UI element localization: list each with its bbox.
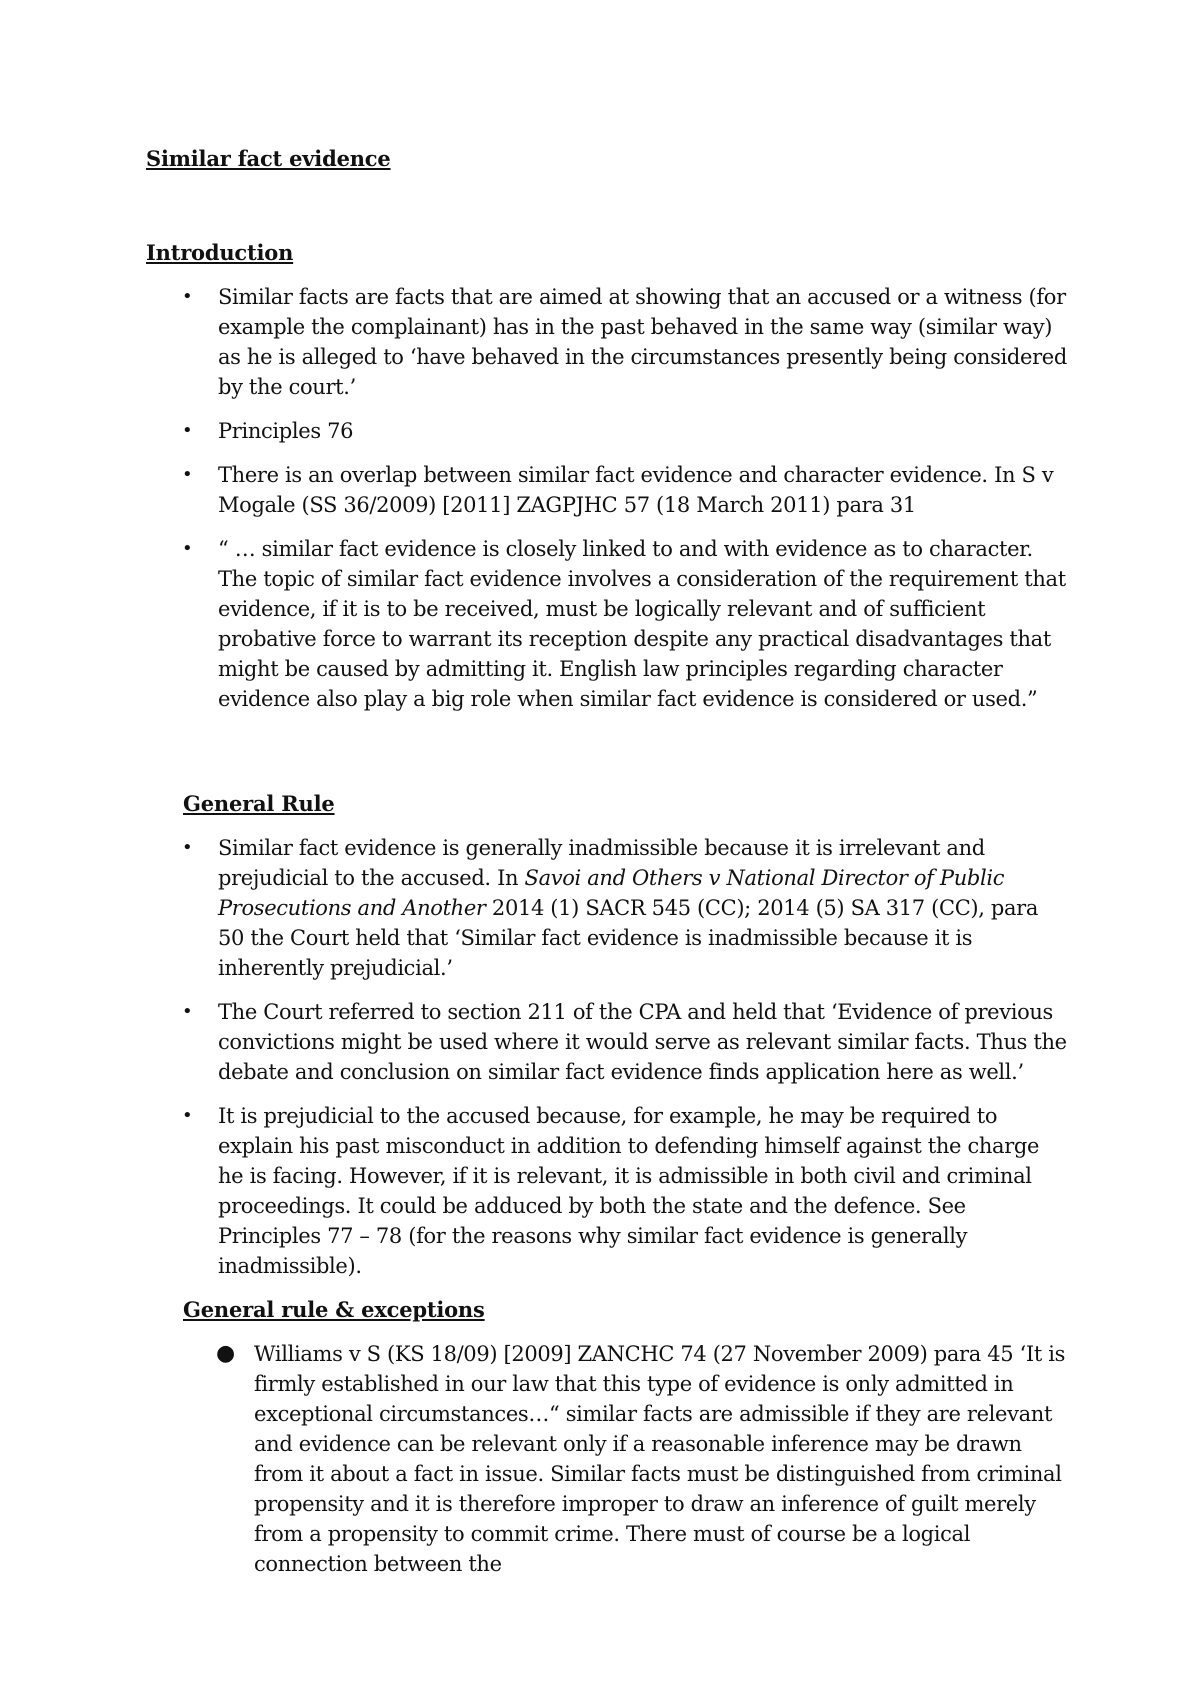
bullet-icon: •: [182, 420, 193, 441]
section-heading-exceptions: General rule & exceptions: [183, 1297, 485, 1322]
bullet-icon: •: [182, 1001, 193, 1022]
list-item: [182, 416, 1068, 446]
bullet-icon: •: [182, 464, 193, 485]
list-item-text: Similar facts are facts that are aimed at showing that an accused or a witness (for example the complainant) has in the past behaved in the same way (similar way) as he is alleged to ‘have behaved in the circumstances presently being considered by the court.’: [218, 285, 1067, 399]
list-item-text: Principles 76: [218, 419, 354, 443]
list-item-text: 2014 (1) SACR 545 (CC); 2014 (5) SA 317 (CC), para 50 the Court held that ‘Similar fact evidence is inadmissible because it is inherently prejudicial.’: [218, 896, 1039, 980]
case-citation: Savoi and Others v National Director of Public Prosecutions and Another: [218, 866, 1005, 920]
list-item-text: Similar fact evidence is generally inadmissible because it is irrelevant and prejudicial to the accused. In: [218, 836, 985, 890]
bullet-icon: ●: [216, 1341, 235, 1366]
list-item-text: There is an overlap between similar fact evidence and character evidence. In S v Mogale (SS 36/2009) [2011] ZAGPJHC 57 (18 March 2011) para 31: [218, 463, 1054, 517]
bullet-icon: •: [182, 1105, 193, 1126]
list-item: [182, 460, 1068, 520]
bullet-icon: •: [182, 538, 193, 559]
list-item-text: It is prejudicial to the accused because, for example, he may be required to explain his past misconduct in addition to defending himself against the charge he is facing. However, if it is relevant, it is admissible in both civil and criminal proceedings. It could be adduced by both the state and the defence. See Principles 77 – 78 (for the reasons why similar fact evidence is generally inadmissible).: [218, 1104, 1040, 1278]
list-item: [182, 534, 1068, 714]
list-item: [182, 833, 1068, 983]
introduction-list: [182, 282, 1068, 714]
section-heading-general-rule: General Rule: [183, 791, 335, 816]
section-heading-introduction: Introduction: [146, 240, 294, 265]
bullet-icon: •: [182, 286, 193, 307]
list-item: [182, 282, 1068, 402]
general-rule-list: [182, 833, 1068, 1281]
list-item-text: Williams v S (KS 18/09) [2009] ZANCHC 74 (27 November 2009) para 45 ‘It is firmly established in our law that this type of evidence is only admitted in exceptional circumstances…“ similar facts are admissible if they are relevant and evidence can be relevant only if a reasonable inference may be drawn from it about a fact in issue. Similar facts must be distinguished from criminal propensity and it is therefore improper to draw an inference of guilt merely from a propensity to commit crime. There must of course be a logical connection between the: [254, 1342, 1066, 1576]
list-item: [182, 1101, 1068, 1281]
list-item-text: The Court referred to section 211 of the CPA and held that ‘Evidence of previous convictions might be used where it would serve as relevant similar facts. Thus the debate and conclusion on similar fact evidence finds application here as well.’: [218, 1000, 1067, 1084]
list-item: [182, 997, 1068, 1087]
exceptions-list: [216, 1339, 1066, 1579]
bullet-icon: •: [182, 837, 193, 858]
list-item: [216, 1339, 1066, 1579]
list-item-text: “ … similar fact evidence is closely linked to and with evidence as to character. The topic of similar fact evidence involves a consideration of the requirement that evidence, if it is to be received, must be logically relevant and of sufficient probative force to warrant its reception despite any practical disadvantages that might be caused by admitting it. English law principles regarding character evidence also play a big role when similar fact evidence is considered or used.”: [218, 537, 1066, 711]
document-title: Similar fact evidence: [146, 146, 391, 171]
